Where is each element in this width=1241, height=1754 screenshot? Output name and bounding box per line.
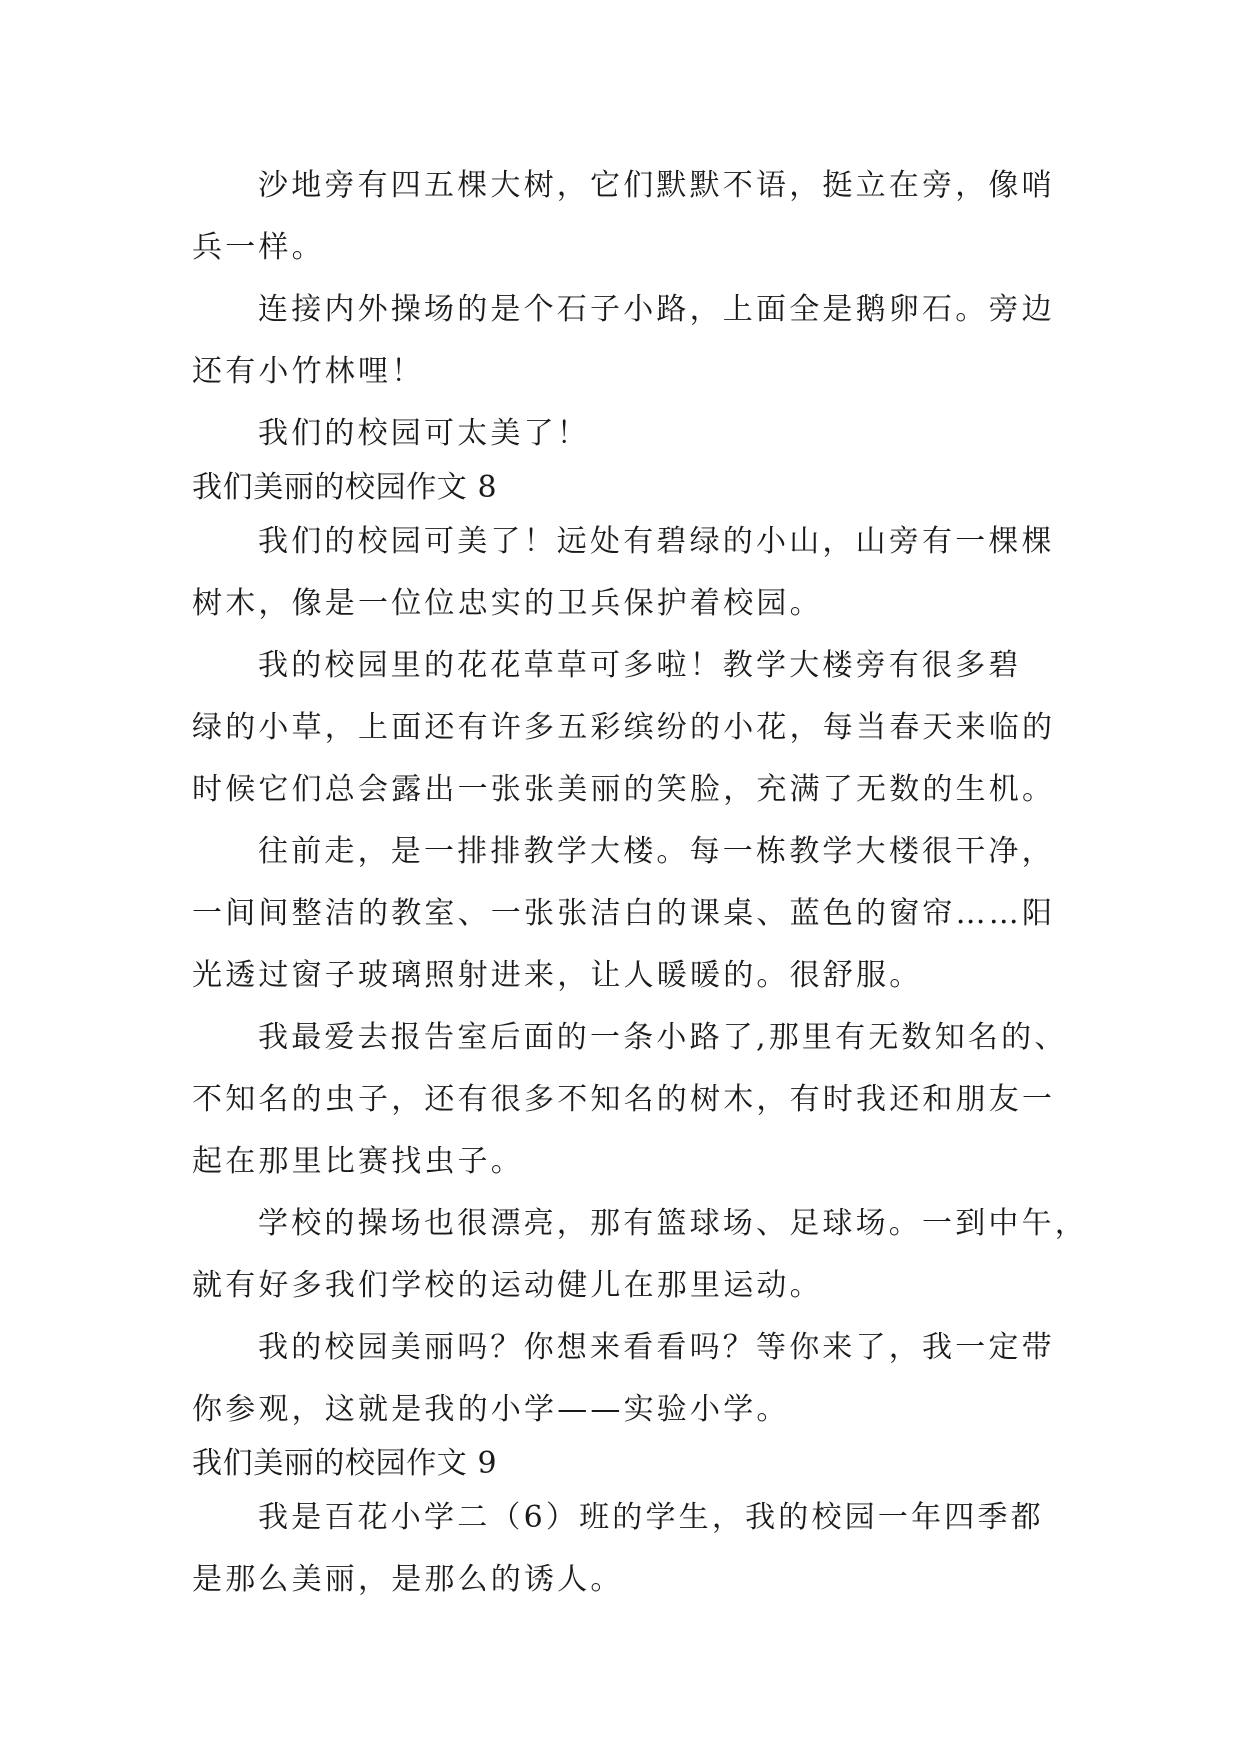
paragraph-line: 绿的小草，上面还有许多五彩缤纷的小花，每当春天来临的 (192, 710, 1056, 745)
paragraph-line: 还有小竹林哩！ (192, 354, 425, 389)
paragraph-line: 连接内外操场的是个石子小路，上面全是鹅卵石。旁边 (258, 292, 1055, 327)
paragraph-line: 往前走，是一排排教学大楼。每一栋教学大楼很干净， (258, 834, 1055, 869)
paragraph-line: 我们的校园可美了！远处有碧绿的小山，山旁有一棵棵 (258, 524, 1055, 559)
paragraph-line: 是那么美丽，是那么的诱人。 (192, 1562, 624, 1597)
section-heading: 我们美丽的校园作文 8 (192, 470, 498, 505)
paragraph-line: 兵一样。 (192, 230, 325, 265)
section-heading: 我们美丽的校园作文 9 (192, 1446, 498, 1481)
paragraph-line: 我的校园里的花花草草可多啦！教学大楼旁有很多碧 (258, 648, 1022, 683)
paragraph-line: 不知名的虫子，还有很多不知名的树木，有时我还和朋友一 (192, 1082, 1056, 1117)
paragraph-line: 光透过窗子玻璃照射进来，让人暖暖的。很舒服。 (192, 958, 923, 993)
paragraph-line: 学校的操场也很漂亮，那有篮球场、足球场。一到中午， (258, 1206, 1088, 1241)
paragraph-line: 你参观，这就是我的小学——实验小学。 (192, 1392, 790, 1427)
paragraph-line: 我的校园美丽吗？你想来看看吗？等你来了，我一定带 (258, 1330, 1055, 1365)
paragraph-line: 一间间整洁的教室、一张张洁白的课桌、蓝色的窗帘……阳 (192, 896, 1056, 931)
paragraph-line: 我们的校园可太美了！ (258, 416, 590, 451)
paragraph-line: 沙地旁有四五棵大树，它们默默不语，挺立在旁，像哨 (258, 168, 1055, 203)
paragraph-line: 我最爱去报告室后面的一条小路了,那里有无数知名的、 (258, 1020, 1068, 1055)
paragraph-line: 我是百花小学二（6）班的学生，我的校园一年四季都 (258, 1500, 1044, 1535)
paragraph-line: 树木，像是一位位忠实的卫兵保护着校园。 (192, 586, 823, 621)
paragraph-line: 就有好多我们学校的运动健儿在那里运动。 (192, 1268, 823, 1303)
paragraph-line: 时候它们总会露出一张张美丽的笑脸，充满了无数的生机。 (192, 772, 1056, 807)
paragraph-line: 起在那里比赛找虫子。 (192, 1144, 524, 1179)
